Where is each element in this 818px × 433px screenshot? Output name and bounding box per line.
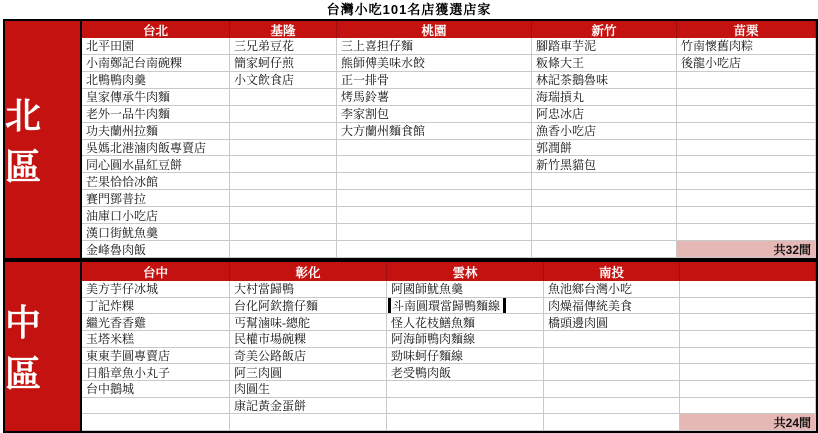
shop-cell-changhua [230, 298, 387, 315]
empty-cell [230, 190, 337, 207]
empty-cell [532, 173, 677, 190]
empty-cell [337, 156, 532, 173]
shop-name: 肉圓生 [234, 382, 271, 397]
empty-cell [230, 123, 337, 140]
north-region-table [3, 19, 818, 260]
column-header-changhua: 彰化 [230, 262, 387, 281]
shop-name: 台化阿欽擔仔麵 [234, 299, 319, 313]
shop-cell-changhua [230, 364, 387, 381]
shop-cell-taipei [82, 190, 230, 207]
empty-cell [680, 298, 816, 315]
shop-cell-yunlin [387, 314, 544, 331]
empty-cell [677, 72, 816, 89]
empty-cell [337, 140, 532, 157]
empty-cell [532, 190, 677, 207]
shop-name: 阿海師鴨肉麵線 [391, 332, 476, 347]
empty-cell [677, 207, 816, 224]
empty-cell [230, 140, 337, 157]
total-count-south: 共24間 [680, 414, 816, 431]
shop-name: 賽門鄧普拉 [86, 191, 147, 206]
shop-cell-nantou [544, 281, 680, 298]
shop-name: 芒果恰恰冰館 [86, 174, 159, 189]
shop-cell-taichung [82, 281, 230, 298]
empty-cell [337, 173, 532, 190]
shop-cell-taichung [82, 381, 230, 398]
shop-cell-changhua [230, 331, 387, 348]
shop-name: 新竹黑貓包 [536, 157, 597, 172]
empty-cell [677, 224, 816, 241]
empty-cell [677, 173, 816, 190]
shop-name: 功夫蘭州拉麵 [86, 124, 159, 139]
empty-cell [387, 414, 544, 431]
empty-cell [677, 190, 816, 207]
shop-name: 同心圓水晶紅豆餅 [86, 157, 183, 172]
empty-cell [230, 89, 337, 106]
total-count-north: 共32間 [677, 241, 816, 258]
shop-cell-miaoli [677, 38, 816, 55]
shop-cell-taoyuan [337, 89, 532, 106]
region-label-north: 北區 [5, 21, 82, 258]
shop-cell-taipei [82, 140, 230, 157]
shop-name: 北平田園 [86, 39, 135, 54]
highlighted-shop-name: 斗南圓環當歸鴨麵線 [391, 298, 503, 315]
empty-cell [544, 398, 680, 415]
empty-cell [677, 156, 816, 173]
shop-name: 老受鴨肉飯 [391, 365, 452, 380]
shop-cell-taoyuan [337, 38, 532, 55]
empty-cell [532, 241, 677, 258]
shop-cell-taipei [82, 38, 230, 55]
shop-cell-taipei [82, 207, 230, 224]
column-header-miaoli: 苗栗 [677, 21, 816, 38]
empty-cell [230, 156, 337, 173]
shop-name: 小文飲食店 [234, 73, 295, 88]
empty-cell [544, 381, 680, 398]
shop-name: 北鴨鴨肉羹 [86, 73, 147, 88]
region-label-south: 中區 [5, 262, 82, 431]
shop-name: 油庫口小吃店 [86, 208, 159, 223]
shop-cell-taipei [82, 89, 230, 106]
column-header-taipei: 台北 [82, 21, 230, 38]
shop-cell-keelung [230, 55, 337, 72]
shop-cell-yunlin [387, 364, 544, 381]
shop-name: 大村當歸鴨 [234, 282, 295, 297]
empty-cell [230, 241, 337, 258]
empty-cell [230, 207, 337, 224]
column-header-nantou: 南投 [544, 262, 680, 281]
shop-cell-taipei [82, 55, 230, 72]
empty-cell [337, 207, 532, 224]
empty-cell [680, 381, 816, 398]
shop-cell-taipei [82, 173, 230, 190]
shop-name: 熊師傅美味水餃 [341, 56, 426, 71]
shop-cell-taipei [82, 123, 230, 140]
shop-cell-yunlin [387, 331, 544, 348]
shop-cell-taichung [82, 314, 230, 331]
shop-name: 竹南懷舊肉粽 [681, 39, 754, 54]
empty-cell [82, 398, 230, 415]
shop-name: 漁香小吃店 [536, 124, 597, 139]
shop-cell-taoyuan [337, 123, 532, 140]
shop-cell-hsinchu [532, 72, 677, 89]
empty-cell [544, 364, 680, 381]
empty-cell [387, 381, 544, 398]
shop-name: 肉燥福傳統美食 [548, 299, 633, 313]
shop-name: 阿國師魷魚羹 [391, 282, 464, 297]
shop-name: 美方芋仔冰城 [86, 282, 159, 297]
shop-name: 李家割包 [341, 107, 390, 122]
empty-cell [680, 314, 816, 331]
shop-name: 勁味蚵仔麵線 [391, 349, 464, 363]
shop-name: 丁記炸粿 [86, 299, 135, 313]
shop-cell-taoyuan [337, 106, 532, 123]
shop-name: 日船章魚小丸子 [86, 365, 171, 380]
shop-name: 阿三肉圓 [234, 365, 283, 380]
column-header-keelung: 基隆 [230, 21, 337, 38]
shop-name: 吳媽北港滷肉飯專賣店 [86, 141, 207, 155]
shop-name: 簡家蚵仔煎 [234, 56, 295, 71]
shop-cell-taichung [82, 331, 230, 348]
shop-cell-taichung [82, 364, 230, 381]
shop-name: 繼光香香雞 [86, 315, 147, 330]
column-header-taichung: 台中 [82, 262, 230, 281]
shop-name: 民權市場碗粿 [234, 332, 307, 347]
shop-cell-changhua [230, 348, 387, 365]
empty-cell [677, 89, 816, 106]
empty-cell [230, 106, 337, 123]
shop-cell-taipei [82, 106, 230, 123]
empty-cell [337, 190, 532, 207]
page-title: 台灣小吃101名店獲選店家 [326, 2, 492, 17]
empty-cell [230, 414, 387, 431]
shop-name: 康記黃金蛋餅 [234, 399, 307, 413]
shop-name: 金峰魯肉飯 [86, 242, 147, 257]
shop-name: 阿忠冰店 [536, 107, 585, 122]
shop-name: 後龍小吃店 [681, 56, 742, 71]
empty-cell [337, 241, 532, 258]
shop-cell-hsinchu [532, 106, 677, 123]
shop-cell-changhua [230, 381, 387, 398]
shop-cell-hsinchu [532, 123, 677, 140]
shop-cell-hsinchu [532, 89, 677, 106]
shop-cell-nantou [544, 314, 680, 331]
shop-name: 漢口街魷魚羹 [86, 225, 159, 240]
empty-cell [677, 123, 816, 140]
shop-name: 粄條大王 [536, 56, 585, 71]
shop-name: 腳踏車芋泥 [536, 39, 597, 54]
shop-cell-yunlin [387, 281, 544, 298]
empty-cell [680, 281, 816, 298]
shop-name: 東東芋圓專賣店 [86, 349, 171, 363]
empty-cell [230, 224, 337, 241]
column-header-empty [680, 262, 816, 281]
shop-cell-nantou [544, 298, 680, 315]
column-header-taoyuan: 桃園 [337, 21, 532, 38]
shop-cell-yunlin [387, 298, 544, 315]
shop-name: 三上喜担仔麵 [341, 39, 414, 54]
shop-name: 丐幫滷味-總舵 [234, 315, 310, 330]
shop-name: 小南鄭記台南碗粿 [86, 56, 183, 71]
empty-cell [337, 224, 532, 241]
column-header-yunlin: 雲林 [387, 262, 544, 281]
shop-name: 玉塔米糕 [86, 332, 135, 347]
empty-cell [677, 140, 816, 157]
shop-name: 烤馬鈴薯 [341, 90, 390, 105]
empty-cell [82, 414, 230, 431]
empty-cell [677, 106, 816, 123]
shop-name: 郭潤餅 [536, 141, 573, 155]
shop-cell-yunlin [387, 348, 544, 365]
shop-cell-hsinchu [532, 38, 677, 55]
south-region-table [3, 260, 818, 433]
shop-cell-changhua [230, 398, 387, 415]
shop-cell-miaoli [677, 55, 816, 72]
empty-cell [532, 207, 677, 224]
empty-cell [230, 173, 337, 190]
shop-cell-taoyuan [337, 72, 532, 89]
shop-name: 老外一品牛肉麵 [86, 107, 171, 122]
shop-name: 橋頭邊肉圓 [548, 315, 609, 330]
shop-name: 三兄弟豆花 [234, 39, 295, 54]
shop-cell-hsinchu [532, 55, 677, 72]
shop-name: 正一排骨 [341, 73, 390, 88]
shop-cell-taoyuan [337, 55, 532, 72]
shop-name: 怪人花枝鱔魚麵 [391, 315, 476, 330]
empty-cell [680, 364, 816, 381]
shop-name: 海瑞摃丸 [536, 90, 585, 105]
shop-cell-keelung [230, 38, 337, 55]
shop-cell-keelung [230, 72, 337, 89]
shop-cell-hsinchu [532, 156, 677, 173]
shop-name: 魚池鄉台灣小吃 [548, 282, 633, 297]
shop-name: 皇家傳承牛肉麵 [86, 90, 171, 105]
empty-cell [387, 398, 544, 415]
shop-cell-changhua [230, 281, 387, 298]
empty-cell [680, 398, 816, 415]
empty-cell [544, 414, 680, 431]
shop-cell-taipei [82, 156, 230, 173]
shop-name: 林記茶鵝魯味 [536, 73, 609, 88]
shop-cell-taichung [82, 298, 230, 315]
shop-name: 大方蘭州麵食館 [341, 124, 426, 139]
empty-cell [544, 348, 680, 365]
shop-name: 台中鵝城 [86, 382, 135, 397]
shop-cell-changhua [230, 314, 387, 331]
shop-cell-taipei [82, 241, 230, 258]
shop-name: 奇美公路飯店 [234, 349, 307, 363]
shop-cell-taipei [82, 224, 230, 241]
empty-cell [680, 331, 816, 348]
shop-cell-taichung [82, 348, 230, 365]
shop-cell-hsinchu [532, 140, 677, 157]
empty-cell [532, 224, 677, 241]
empty-cell [680, 348, 816, 365]
column-header-hsinchu: 新竹 [532, 21, 677, 38]
empty-cell [544, 331, 680, 348]
shop-cell-taipei [82, 72, 230, 89]
